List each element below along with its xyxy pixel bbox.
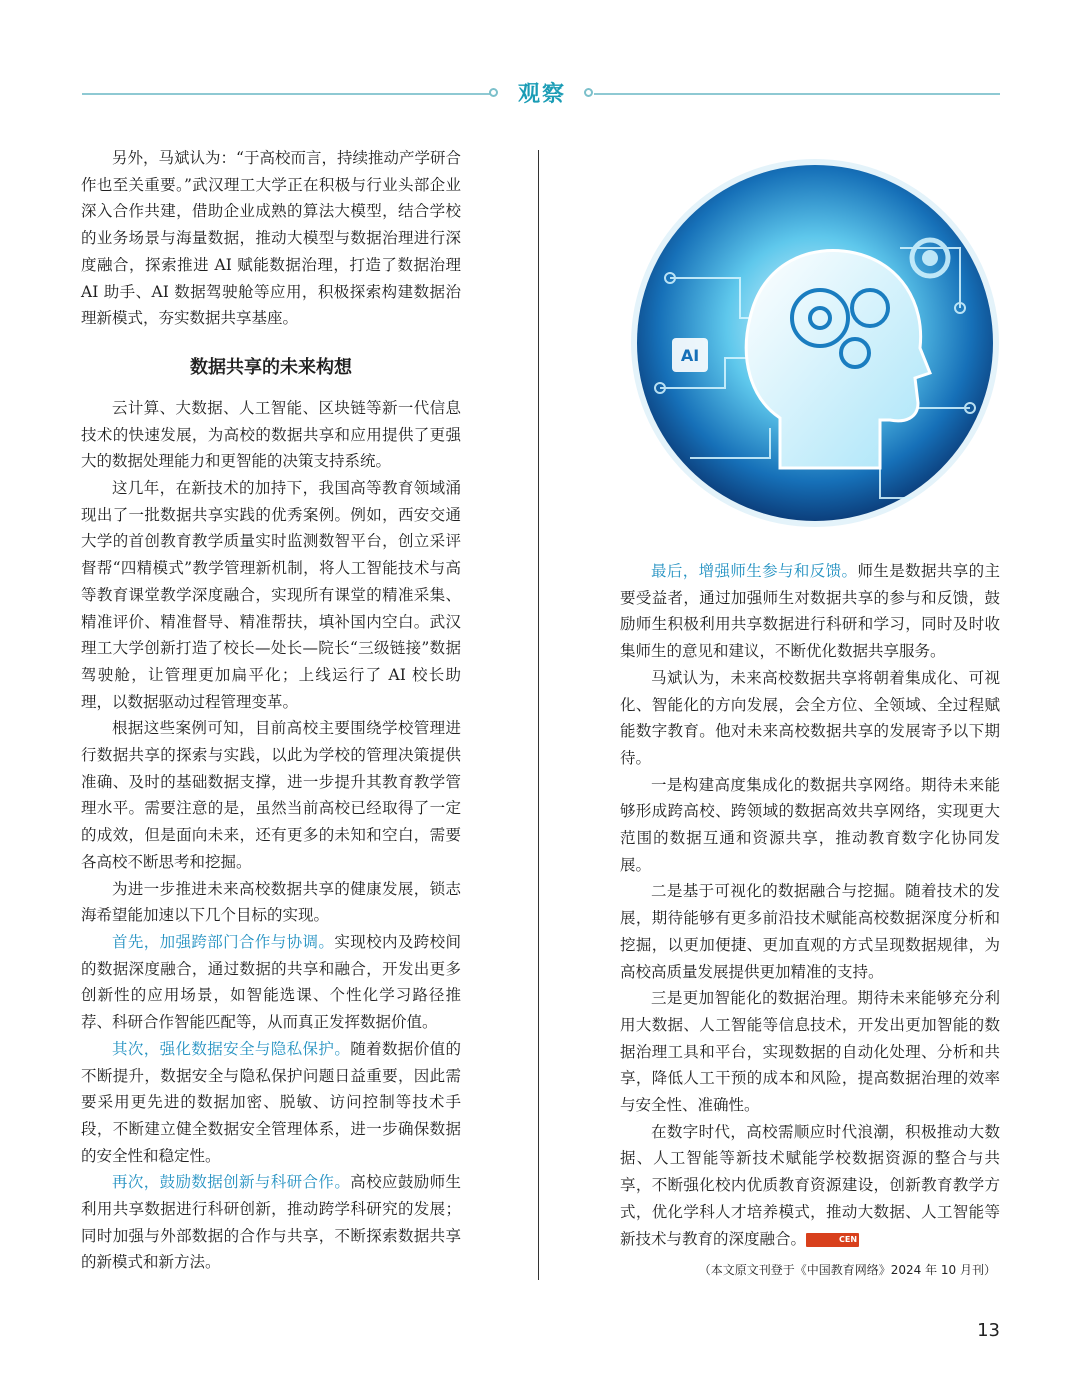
paragraph: 这几年，在新技术的加持下，我国高等教育领域涌现出了一批数据共享实践的优秀案例。例如，西安交通大学的首创教育教学质量实时监测数智平台，创立采评督帮“四精模式”教学管理新机制，将人工智能技术与高等教育课堂教学深度融合，实现所有课堂的精准采集、精准评价、精准督导、精准帮扶，填补国内空白。武汉理工大学创新打造了校长—处长—院长“三级链接”数据驾驶舱，让管理更加扁平化；上线运行了 AI 校长助理，以数据驱动过程管理变革。 xyxy=(81,479,461,711)
paragraph: 马斌认为，未来高校数据共享将朝着集成化、可视化、智能化的方向发展，会全方位、全领域、全过程赋能数字教育。他对未来高校数据共享的发展寄予以下期待。 xyxy=(620,668,1000,767)
header-dot-right xyxy=(584,88,593,97)
section-title: 观察 xyxy=(517,82,566,107)
paragraph: 云计算、大数据、人工智能、区块链等新一代信息技术的快速发展，为高校的数据共享和应用提供了更强大的数据处理能力和更智能的决策支持系统。 xyxy=(81,398,461,471)
paragraph: 为进一步推进未来高校数据共享的健康发展，锁志海希望能加速以下几个目标的实现。 xyxy=(81,879,461,925)
header-rule-right xyxy=(594,93,1000,95)
goal-text: 高校应鼓励师生利用共享数据进行科研创新，推动跨学科研究的发展；同时加强与外部数据的合作与共享，不断探索数据共享的新模式和新方法。 xyxy=(81,1173,461,1272)
goal-text: 随着数据价值的不断提升，数据安全与隐私保护问题日益重要，因此需要采用更先进的数据加密、脱敏、访问控制等技术手段，不断建立健全数据安全管理体系，进一步确保数据的安全性和稳定性。 xyxy=(81,1039,461,1165)
paragraph: 根据这些案例可知，目前高校主要围绕学校管理进行数据共享的探索与实践，以此为学校的管理决策提供准确、及时的基础数据支撑，进一步提升其教育教学管理水平。需要注意的是，虽然当前高校已经取得了一定的成效，但是面向未来，还有更多的未知和空白，需要各高校不断思考和挖掘。 xyxy=(81,719,461,871)
column-divider xyxy=(538,150,539,1280)
page-number: 13 xyxy=(977,1320,1000,1341)
right-column xyxy=(620,558,1000,1252)
ai-head-illustration xyxy=(630,158,1000,528)
closing-paragraph xyxy=(620,1119,1000,1253)
goal-text: 师生是数据共享的主要受益者，通过加强师生对数据共享的参与和反馈，鼓励师生积极利用共享数据进行科研和学习，同时及时收集师生的意见和建议，不断优化数据共享服务。 xyxy=(620,562,1000,661)
paragraph: 另外，马斌认为：“于高校而言，持续推动产学研合作也至关重要。”武汉理工大学正在积极与行业头部企业深入合作共建，借助企业成熟的算法大模型，结合学校的业务场景与海量数据，推动大模型与数据治理进行深度融合，探索推进 AI 赋能数据治理，打造了数据治理 AI 助手、AI 数据驾驶舱等应用，积极探索构建数据治理新模式，夯实数据共享基座。 xyxy=(81,149,461,328)
goal-label: 再次，鼓励数据创新与科研合作。 xyxy=(112,1173,351,1192)
left-column xyxy=(81,145,461,1276)
goal-paragraph xyxy=(81,1169,461,1276)
ai-badge-label: AI xyxy=(680,346,700,365)
goal-paragraph xyxy=(620,558,1000,665)
closing-text: 在数字时代，高校需顺应时代浪潮，积极推动大数据、人工智能等新技术赋能学校数据资源的整合与共享，不断强化校内优质教育资源建设，创新教育教学方式，优化学科人才培养模式，推动大数据、人工智能等新技术与教育的深度融合。 xyxy=(620,1122,1000,1248)
source-note: （本文原文刊登于《中国教育网络》2024 年 10 月刊） xyxy=(698,1263,996,1277)
goal-text: 实现校内及跨校间的数据深度融合，通过数据的共享和融合，开发出更多创新性的应用场景，如智能选课、个性化学习路径推荐、科研合作智能匹配等，从而真正发挥数据价值。 xyxy=(81,932,461,1032)
header-dot-left xyxy=(489,88,498,97)
goal-paragraph xyxy=(81,1036,461,1170)
goal-label: 首先，加强跨部门合作与协调。 xyxy=(112,932,335,951)
end-mark-logo: CEN xyxy=(806,1233,859,1247)
goal-label: 最后，增强师生参与和反馈。 xyxy=(651,562,858,580)
paragraph: 一是构建高度集成化的数据共享网络。期待未来能够形成跨高校、跨领域的数据高效共享网络，实现更大范围的数据互通和资源共享，推动教育数字化协同发展。 xyxy=(620,775,1000,874)
paragraph: 三是更加智能化的数据治理。期待未来能够充分利用大数据、人工智能等信息技术，开发出更加智能的数据治理工具和平台，实现数据的自动化处理、分析和共享，降低人工干预的成本和风险，提高数据治理的效率与安全性、准确性。 xyxy=(620,989,1000,1115)
section-heading: 数据共享的未来构想 xyxy=(190,356,352,378)
goal-paragraph xyxy=(81,929,461,1036)
header-rule-left xyxy=(82,93,490,95)
goal-label: 其次，强化数据安全与隐私保护。 xyxy=(112,1039,351,1058)
paragraph: 二是基于可视化的数据融合与挖掘。随着技术的发展，期待能够有更多前沿技术赋能高校数据深度分析和挖掘，以更加便捷、更加直观的方式呈现数据规律，为高校高质量发展提供更加精准的支持。 xyxy=(620,882,1000,981)
